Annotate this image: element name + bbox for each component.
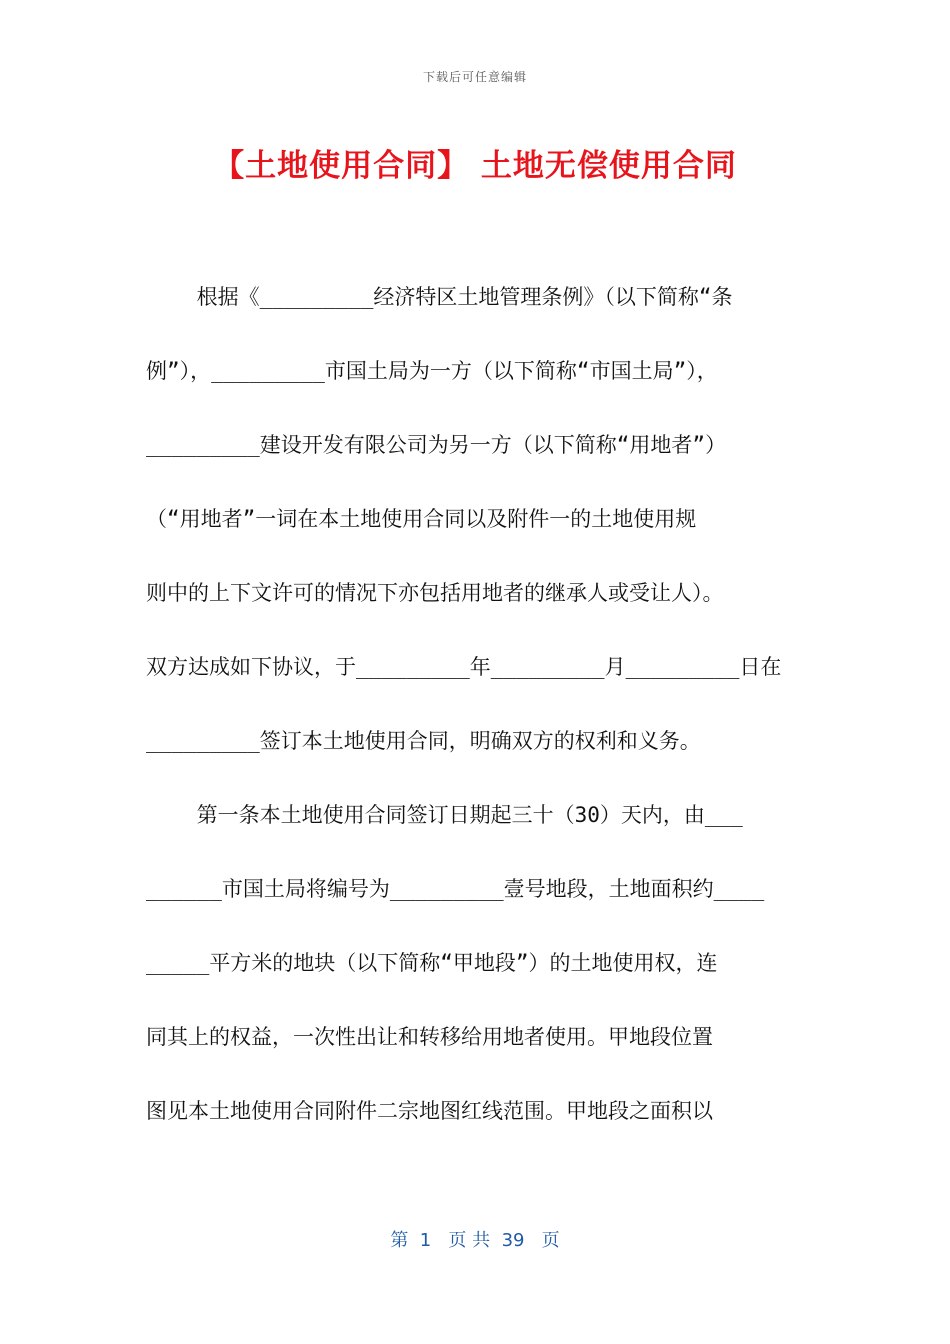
body-line: _________签订本土地使用合同，明确双方的权利和义务。 [146, 729, 701, 753]
body-line: 则中的上下文许可的情况下亦包括用地者的继承人或受让人）。 [146, 581, 724, 605]
body-line: 同其上的权益，一次性出让和转移给用地者使用。甲地段位置 [146, 1025, 713, 1049]
body-line: ______市国土局将编号为_________壹号地段，土地面积约____ [146, 877, 765, 901]
body-line: _____平方米的地块（以下简称“甲地段”）的土地使用权，连 [146, 951, 718, 975]
page-number-footer: 第 1 页 共 39 页 [390, 1230, 560, 1251]
body-line: 图见本土地使用合同附件二宗地图红线范围。甲地段之面积以 [146, 1099, 713, 1123]
body-line: 双方达成如下协议，于_________年_________月_________日在 [146, 655, 782, 679]
body-line: 例”），_________市国土局为一方（以下简称“市国土局”）， [146, 359, 718, 383]
body-line: 根据《_________经济特区土地管理条例》（以下简称“条 [146, 285, 733, 309]
body-line: （“用地者”一词在本土地使用合同以及附件一的土地使用规 [146, 507, 697, 531]
header-note: 下载后可任意编辑 [422, 70, 527, 84]
document-title: 【土地使用合同】 土地无偿使用合同 [213, 148, 737, 184]
body-line: 第一条本土地使用合同签订日期起三十（30）天内，由___ [146, 803, 743, 827]
contract-body [146, 275, 806, 1163]
body-line: _________建设开发有限公司为另一方（以下简称“用地者”） [146, 433, 727, 457]
